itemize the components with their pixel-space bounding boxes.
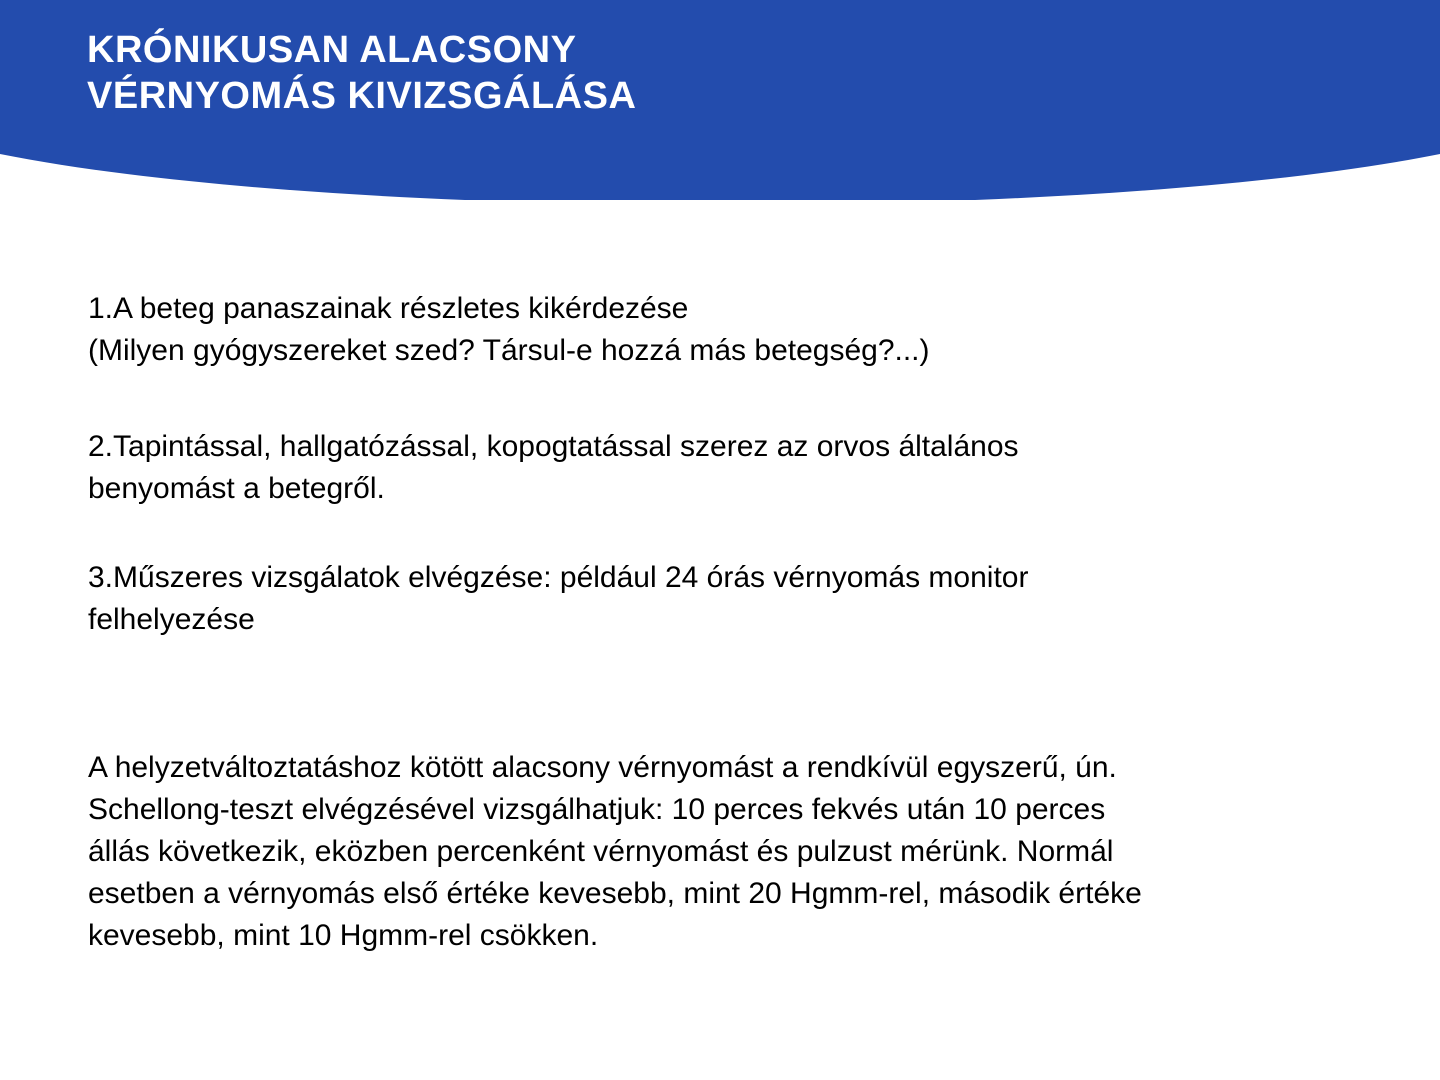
slide-title bbox=[87, 27, 636, 119]
list-item-line: 3.Műszeres vizsgálatok elvégzése: például 24 órás vérnyomás monitor bbox=[88, 561, 1029, 594]
slide-title-line-1: KRÓNIKUSAN ALACSONY bbox=[87, 29, 577, 71]
paragraph-line: kevesebb, mint 10 Hgmm-rel csökken. bbox=[88, 919, 599, 952]
list-item-line: felhelyezése bbox=[88, 603, 255, 636]
list-item-anamnesis bbox=[88, 288, 1388, 372]
list-item-line: 2.Tapintással, hallgatózással, kopogtatással szerez az orvos általános bbox=[88, 430, 1019, 463]
list-item-physical-exam bbox=[88, 426, 1388, 510]
paragraph-line: állás következik, eközben percenként vérnyomást és pulzust mérünk. Normál bbox=[88, 835, 1114, 868]
paragraph-line: Schellong-teszt elvégzésével vizsgálhatjuk: 10 perces fekvés után 10 perces bbox=[88, 793, 1106, 826]
list-item-line: 1.A beteg panaszainak részletes kikérdezése bbox=[88, 292, 689, 325]
list-item-line: benyomást a betegről. bbox=[88, 472, 385, 505]
list-item-instrumental-exam bbox=[88, 557, 1388, 641]
schellong-test-paragraph bbox=[88, 747, 1388, 957]
list-item-line: (Milyen gyógyszereket szed? Társul-e hozzá más betegség?...) bbox=[88, 334, 930, 367]
paragraph-line: esetben a vérnyomás első értéke kevesebb, mint 20 Hgmm-rel, második értéke bbox=[88, 877, 1142, 910]
paragraph-line: A helyzetváltoztatáshoz kötött alacsony vérnyomást a rendkívül egyszerű, ún. bbox=[88, 751, 1117, 784]
slide-title-line-2: VÉRNYOMÁS KIVIZSGÁLÁSA bbox=[87, 75, 637, 117]
